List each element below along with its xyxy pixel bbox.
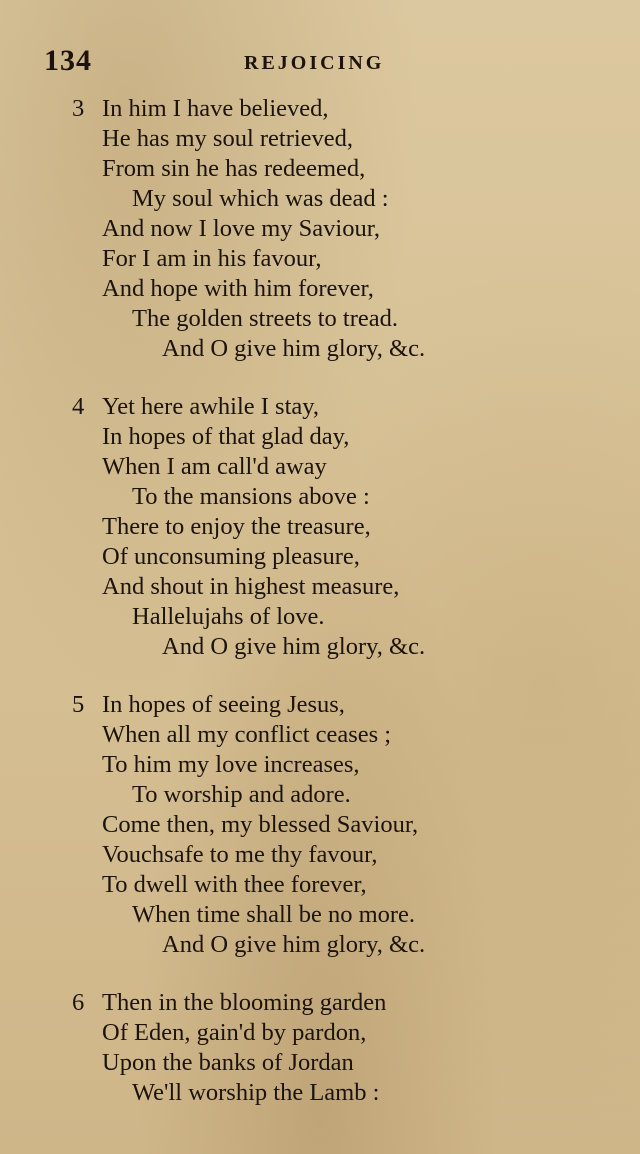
hymn-line (0, 214, 640, 244)
stanza-number: 3 (72, 95, 85, 122)
page-header (44, 44, 444, 88)
line-text: To him my love increases, (102, 751, 360, 778)
line-text: There to enjoy the treasure, (102, 513, 371, 540)
line-text: To the mansions above : (132, 483, 370, 510)
hymn-line (0, 720, 640, 750)
stanza-5 (0, 690, 640, 960)
hymn-line (0, 1048, 640, 1078)
chorus-line (0, 334, 640, 364)
running-title: REJOICING (244, 52, 385, 74)
hymn-line (0, 870, 640, 900)
hymn-line (0, 452, 640, 482)
line-text: In hopes of that glad day, (102, 423, 350, 450)
line-text: For I am in his favour, (102, 245, 322, 272)
hymn-line (0, 1018, 640, 1048)
line-text: In hopes of seeing Jesus, (102, 691, 345, 718)
stanza-number: 4 (72, 393, 85, 420)
line-text: And O give him glory, &c. (162, 633, 426, 660)
hymn-line (0, 900, 640, 930)
line-text: Come then, my blessed Saviour, (102, 811, 419, 838)
line-text: To worship and adore. (132, 781, 351, 808)
line-text: My soul which was dead : (132, 185, 389, 212)
hymn-line (0, 780, 640, 810)
line-text: And O give him glory, &c. (162, 931, 426, 958)
line-text: When time shall be no more. (132, 901, 416, 928)
line-text: Vouchsafe to me thy favour, (102, 841, 378, 868)
line-text: To dwell with thee forever, (102, 871, 367, 898)
line-text: We'll worship the Lamb : (132, 1079, 380, 1106)
line-text: He has my soul retrieved, (102, 125, 354, 152)
hymn-line (0, 542, 640, 572)
stanza-number: 5 (72, 691, 85, 718)
hymn-text (0, 94, 640, 1136)
line-text: Then in the blooming garden (102, 989, 387, 1016)
hymn-line (0, 840, 640, 870)
hymn-line (0, 244, 640, 274)
hymn-line (0, 750, 640, 780)
hymn-line (0, 690, 640, 720)
hymn-line (0, 392, 640, 422)
stanza-6 (0, 988, 640, 1108)
line-text: Hallelujahs of love. (132, 603, 325, 630)
chorus-line (0, 632, 640, 662)
hymn-line (0, 124, 640, 154)
hymn-line (0, 1078, 640, 1108)
hymn-line (0, 184, 640, 214)
page-number: 134 (44, 44, 92, 77)
line-text: Upon the banks of Jordan (102, 1049, 354, 1076)
stanza-number: 6 (72, 989, 85, 1016)
line-text: In him I have believed, (102, 95, 329, 122)
line-text: Yet here awhile I stay, (102, 393, 320, 420)
hymn-line (0, 512, 640, 542)
hymn-line (0, 482, 640, 512)
hymn-line (0, 810, 640, 840)
line-text: And shout in highest measure, (102, 573, 400, 600)
line-text: And hope with him forever, (102, 275, 374, 302)
hymn-line (0, 572, 640, 602)
line-text: When all my conflict ceases ; (102, 721, 392, 748)
hymn-line (0, 988, 640, 1018)
hymn-line (0, 422, 640, 452)
line-text: When I am call'd away (102, 453, 327, 480)
chorus-line (0, 930, 640, 960)
line-text: The golden streets to tread. (132, 305, 399, 332)
hymn-line (0, 304, 640, 334)
hymn-line (0, 274, 640, 304)
hymn-line (0, 94, 640, 124)
hymn-line (0, 602, 640, 632)
line-text: Of Eden, gain'd by pardon, (102, 1019, 367, 1046)
hymn-line (0, 154, 640, 184)
stanza-3 (0, 94, 640, 364)
line-text: Of unconsuming pleasure, (102, 543, 360, 570)
line-text: And now I love my Saviour, (102, 215, 381, 242)
line-text: And O give him glory, &c. (162, 335, 426, 362)
stanza-4 (0, 392, 640, 662)
line-text: From sin he has redeemed, (102, 155, 366, 182)
